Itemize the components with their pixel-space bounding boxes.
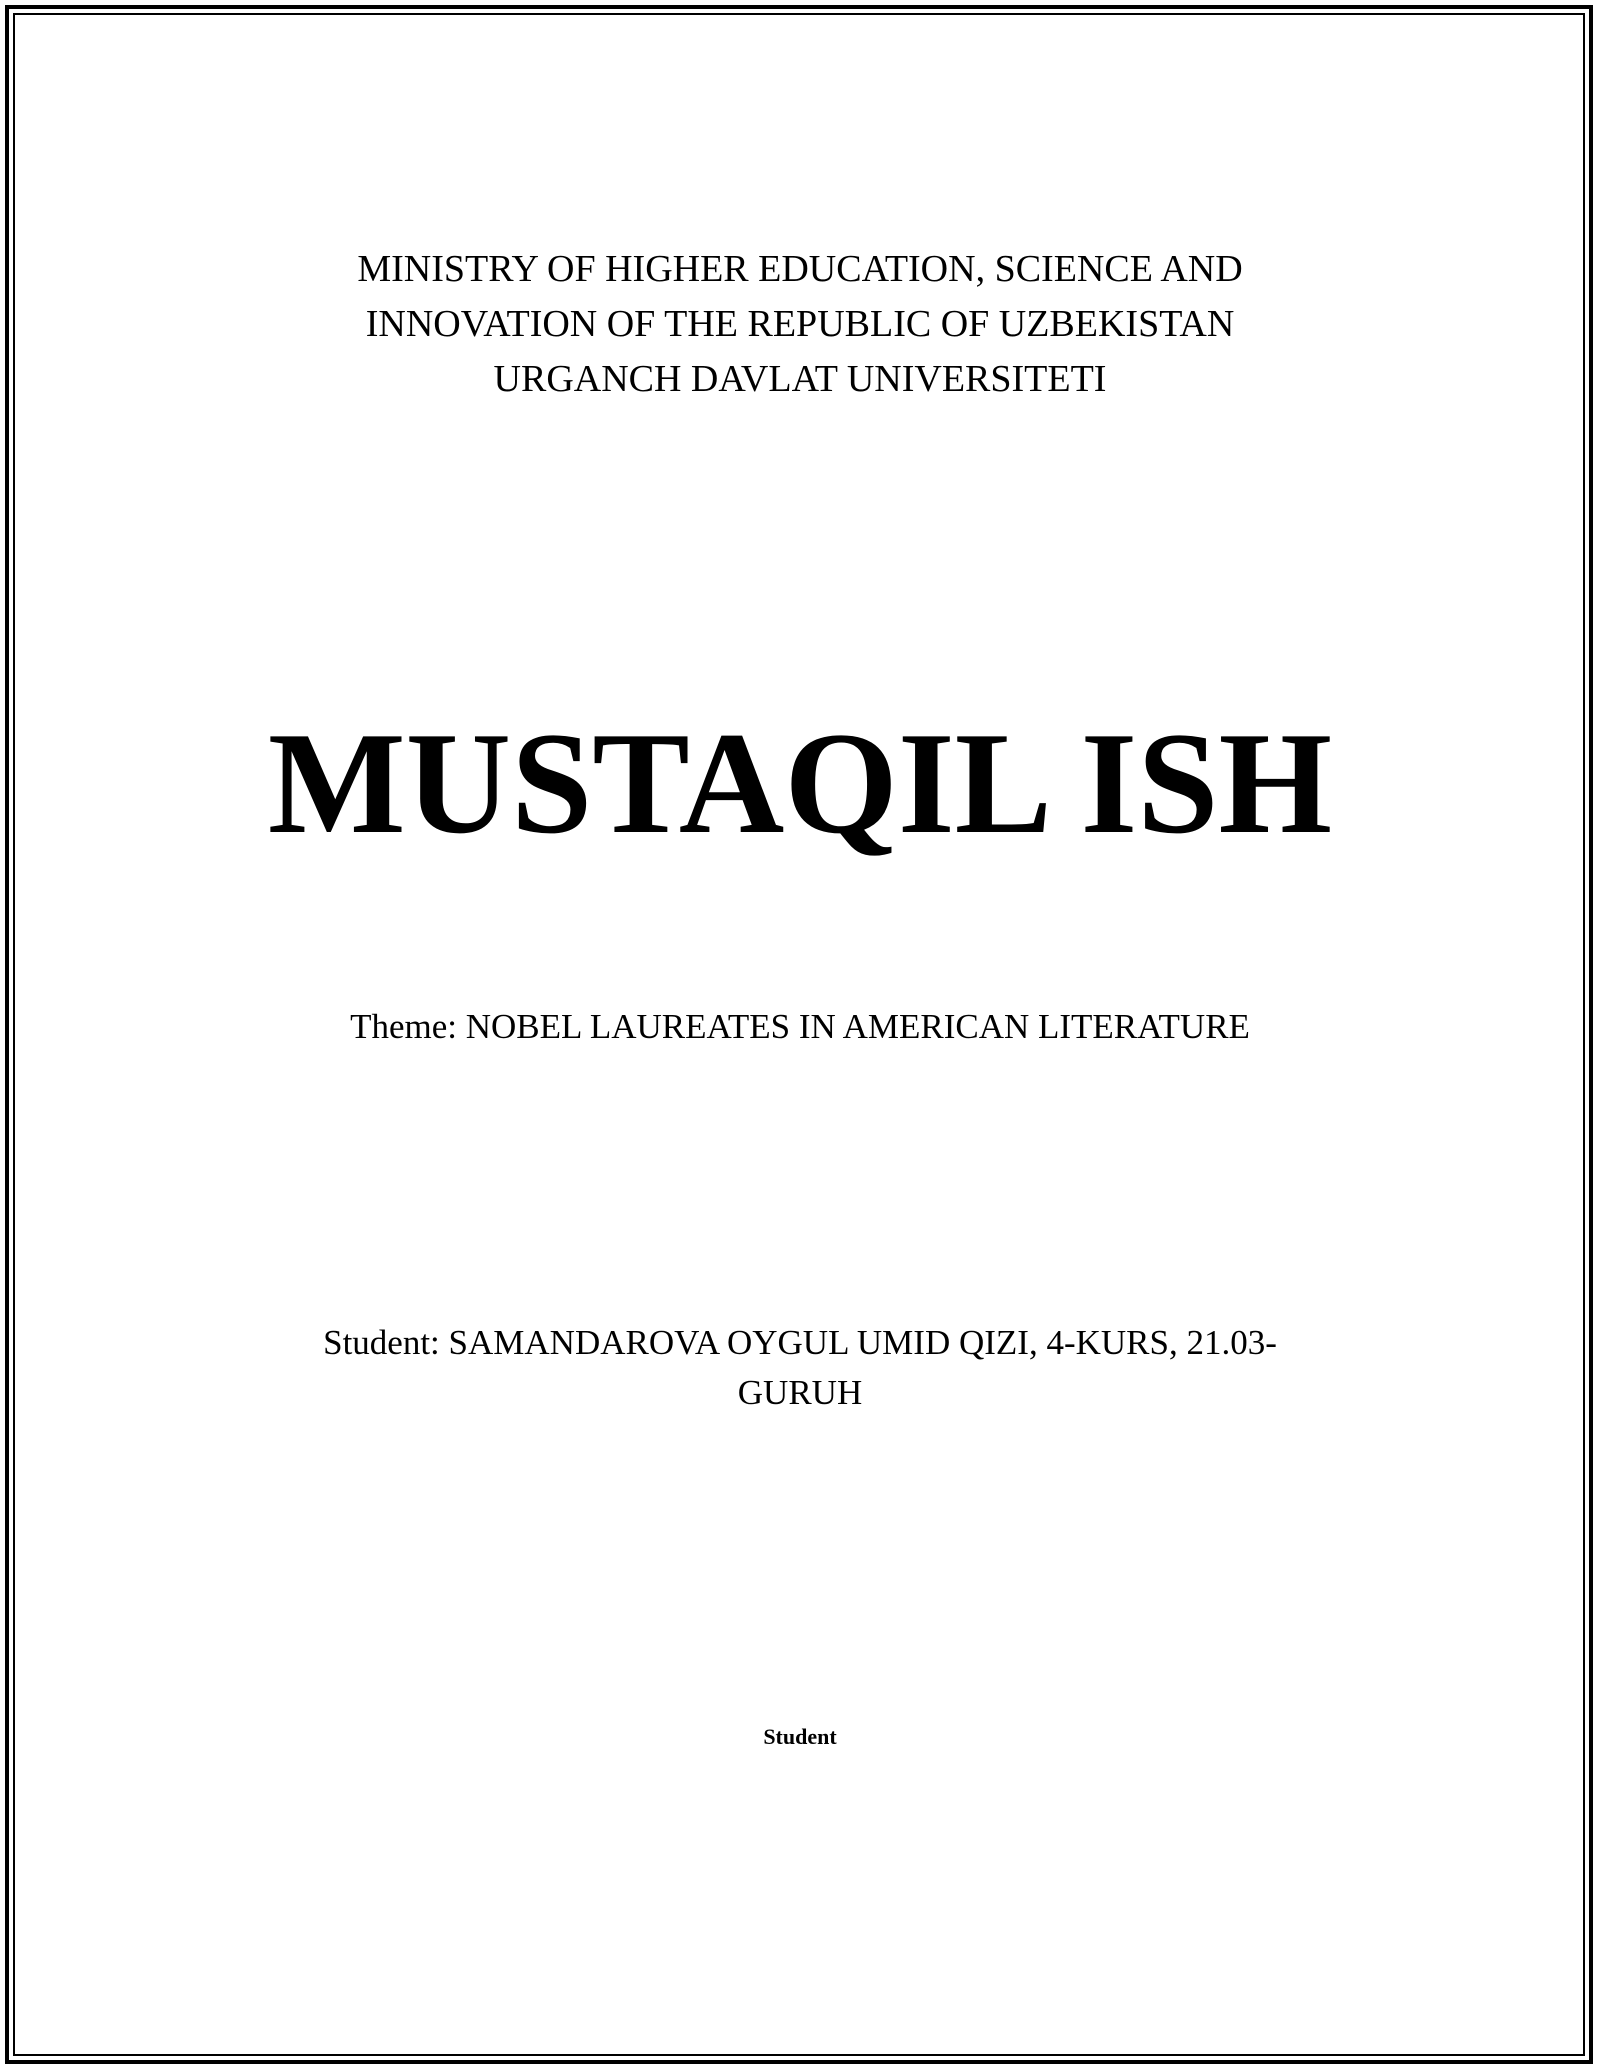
ministry-line: INNOVATION OF THE REPUBLIC OF UZBEKISTAN [365,303,1235,345]
student-info [0,1318,1600,1418]
university-name: URGANCH DAVLAT UNIVERSITETI [493,358,1107,400]
ministry-line: MINISTRY OF HIGHER EDUCATION, SCIENCE AND [357,248,1243,290]
theme-line: Theme: NOBEL LAUREATES IN AMERICAN LITERATURE [350,1007,1250,1046]
ministry-header [0,242,1600,407]
student-label: Student [763,1724,837,1749]
student-info-line: GURUH [737,1373,863,1412]
document-title: MUSTAQIL ISH [267,702,1333,864]
student-info-line: Student: SAMANDAROVA OYGUL UMID QIZI, 4-KURS, 21.03- [323,1323,1277,1362]
